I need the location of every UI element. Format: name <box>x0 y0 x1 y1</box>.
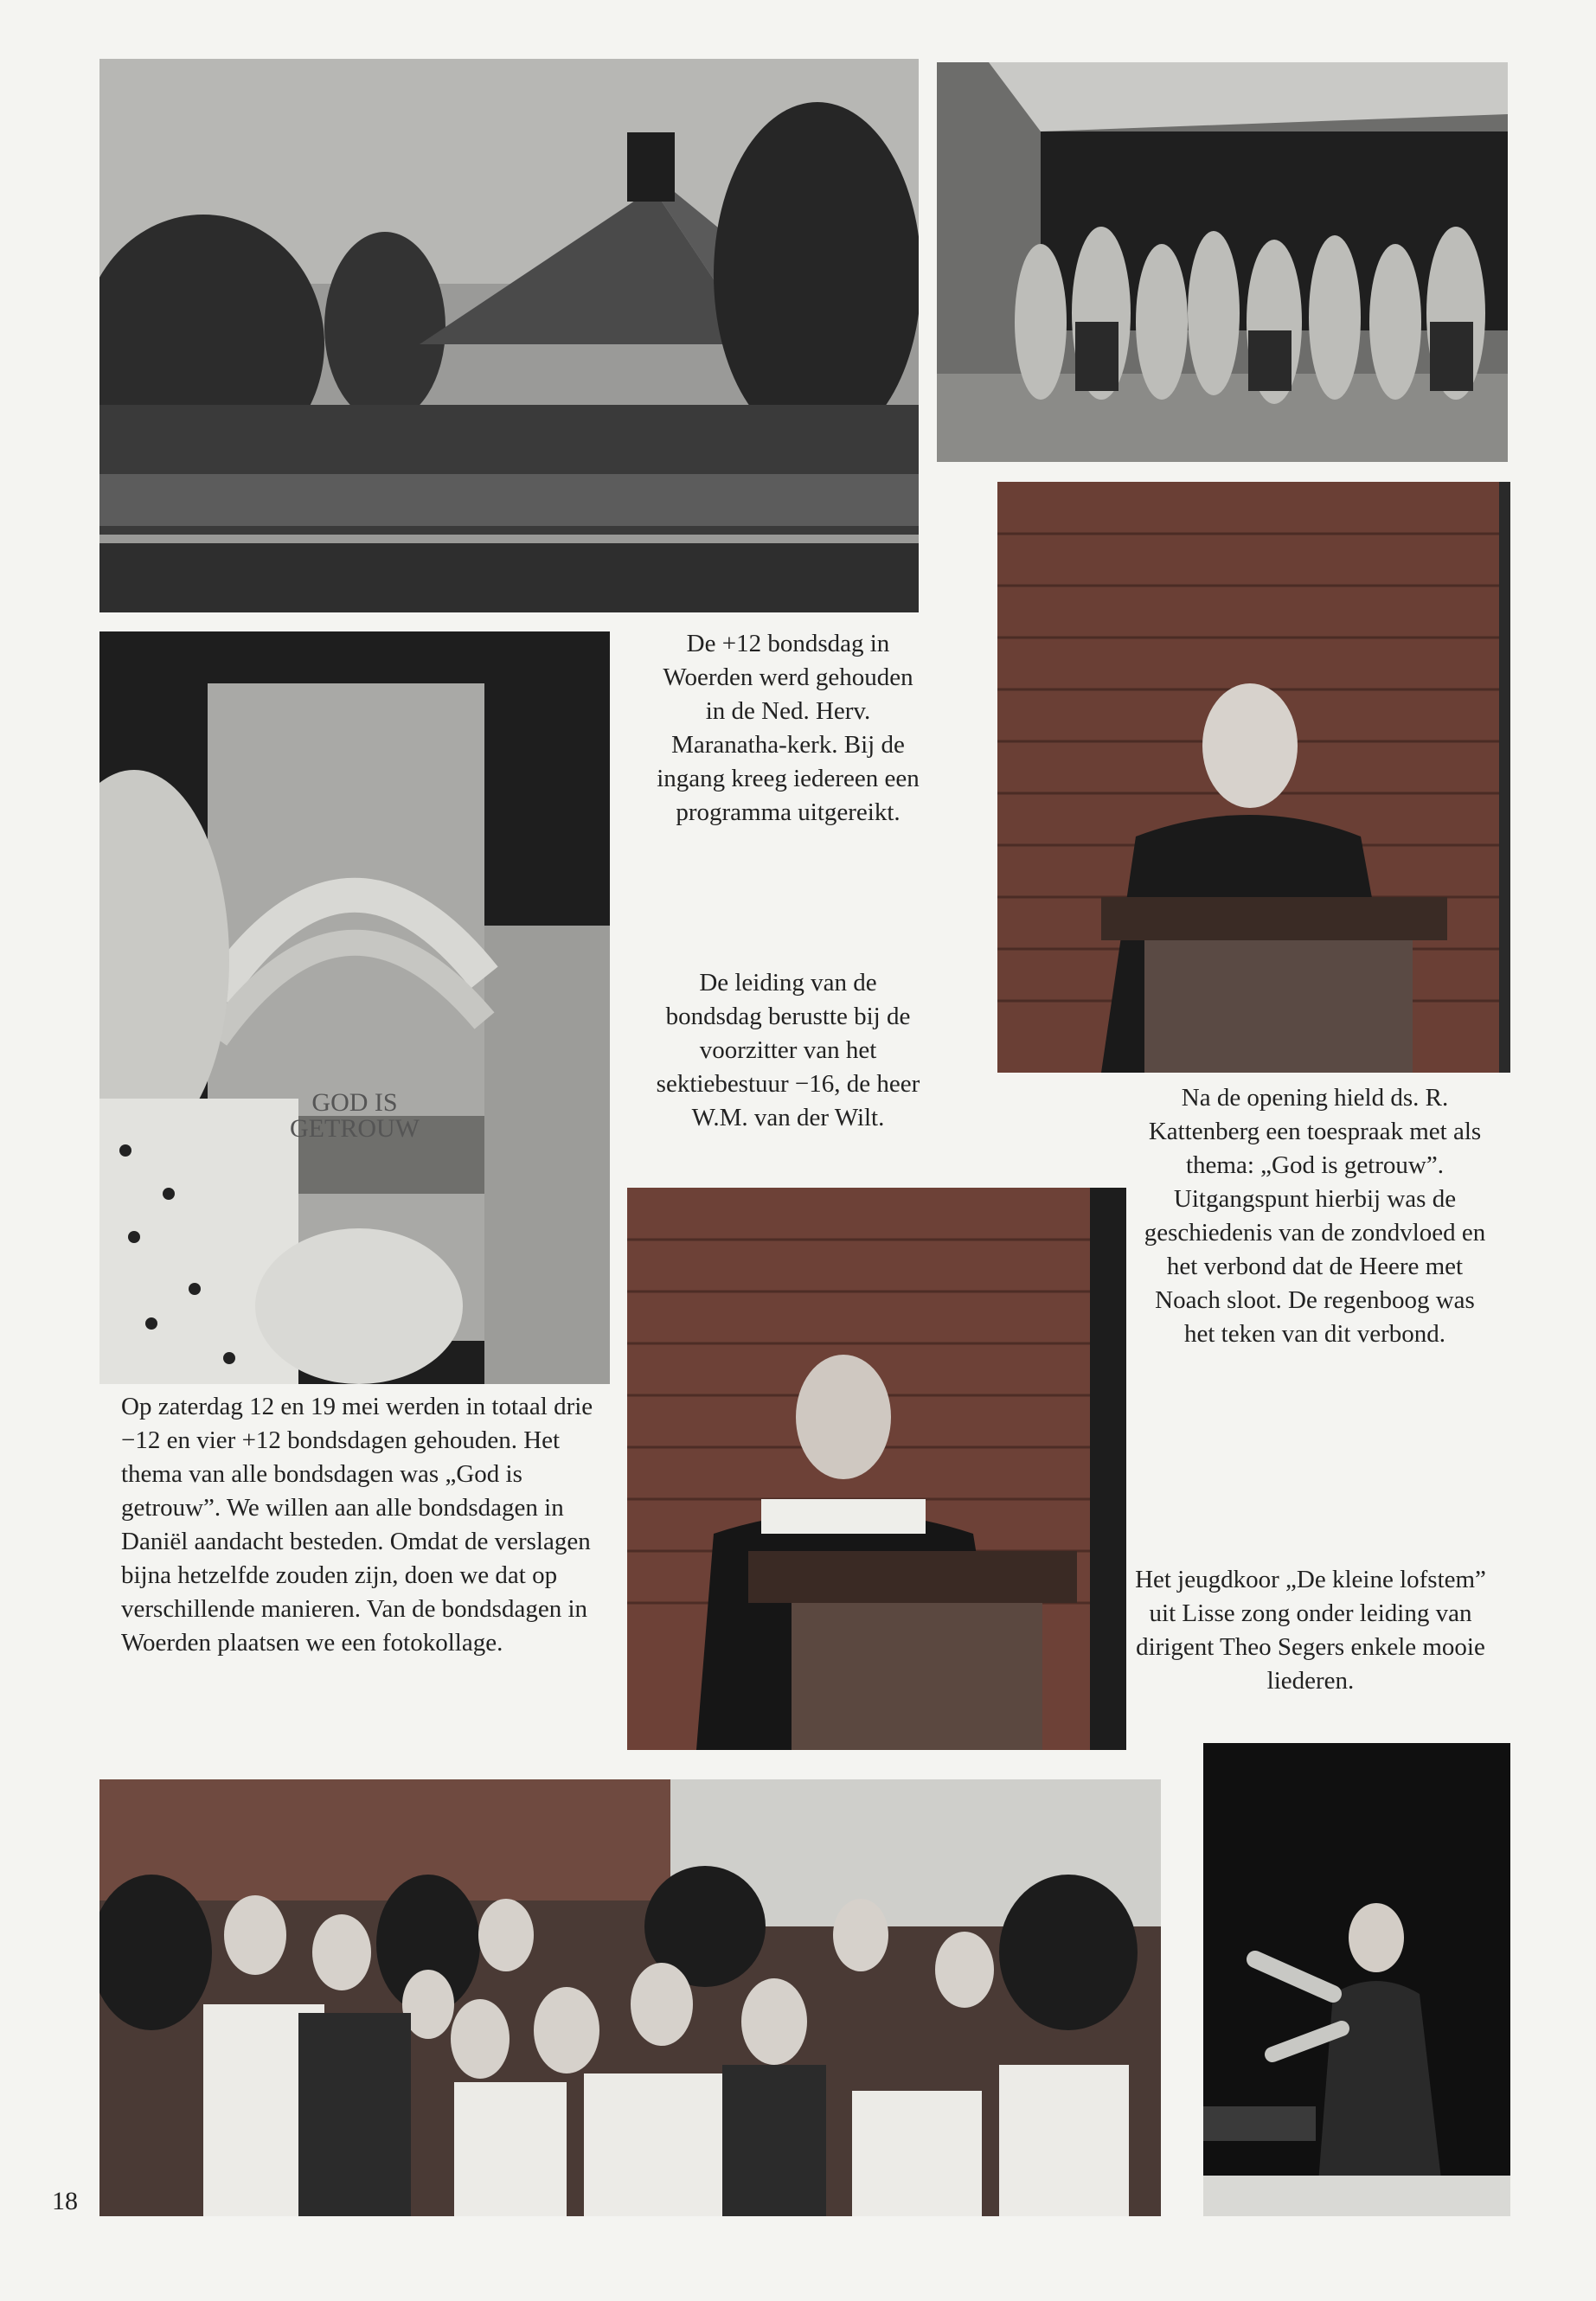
caption-opening: Na de opening hield ds. R. Kattenberg een toespraak met als thema: „God is getrouw”. Uitgangspunt hierbij was de geschiedenis van de zondvloed en het verbond dat de Heere met Noach sloot. De regenboog was het teken van dit verbond. <box>1144 1084 1486 1348</box>
photo-youth-choir <box>99 1779 1161 2216</box>
photo-chairman-podium <box>997 482 1510 1073</box>
photo-conductor <box>1203 1743 1510 2216</box>
page-number: 18 <box>52 2187 78 2215</box>
booklet-line-2: GETROUW <box>290 1114 420 1143</box>
photo-church-exterior <box>99 59 919 612</box>
caption-choir: Het jeugdkoor „De kleine lofstem” uit Lisse zong onder leiding van dirigent Theo Segers enkele mooie liederen. <box>1135 1566 1486 1695</box>
caption-church: De +12 bondsdag in Woerden werd gehouden in de Ned. Herv. Maranatha-kerk. Bij de ingang kreeg iedereen een programma uitgereikt. <box>657 630 920 826</box>
photo-program-booklet <box>99 631 610 1384</box>
photo-speaker-lectern <box>627 1188 1126 1750</box>
caption-intro: Op zaterdag 12 en 19 mei werden in totaal drie −12 en vier +12 bondsdagen gehouden. Het thema van alle bondsdagen was „God is getrouw”. We willen aan alle bondsdagen in Daniël aandacht besteden. Omdat de verslagen bijna hetzelfde zouden zijn, doen we dat op verschillende manieren. Van de bondsdagen in Woerden plaatsen we een fotokollage. <box>121 1393 593 1657</box>
caption-leiding: De leiding van de bondsdag berustte bij de voorzitter van het sektiebestuur −16, de heer W.M. van der Wilt. <box>656 969 920 1131</box>
photo-entrance-group <box>937 62 1508 462</box>
booklet-text <box>268 1090 441 1142</box>
booklet-line-1: GOD IS <box>311 1088 398 1117</box>
